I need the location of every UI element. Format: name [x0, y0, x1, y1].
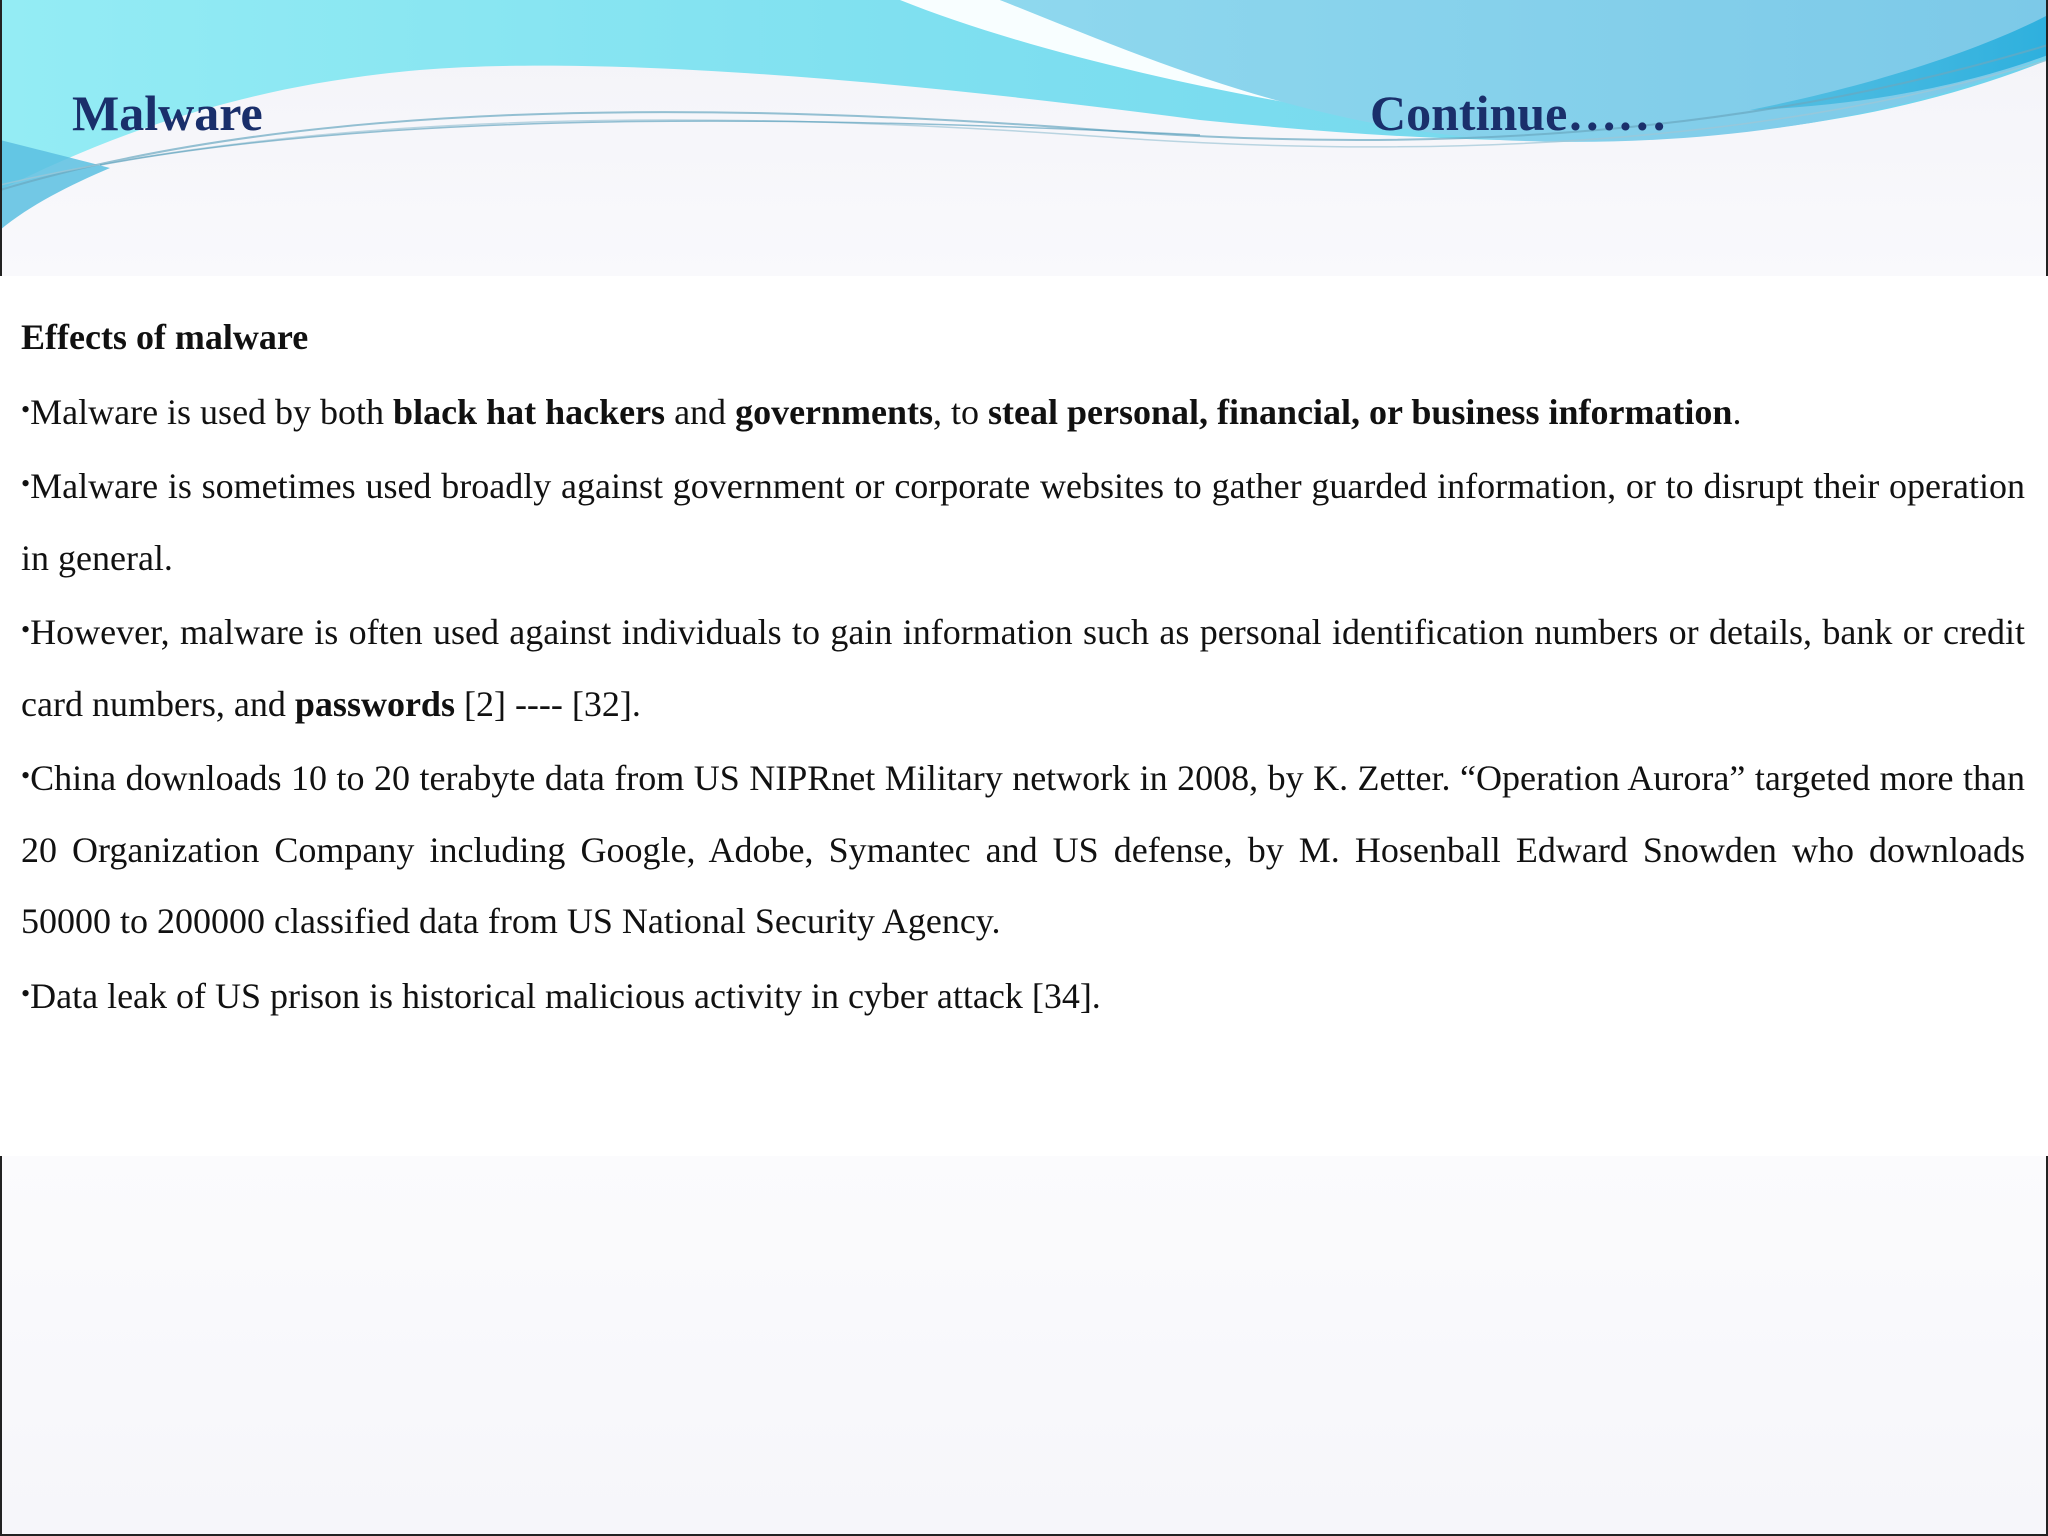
bullet-1-bold-a: black hat hackers: [393, 391, 666, 432]
bullet-item-4: [21, 740, 2025, 958]
bullet-icon: •: [21, 978, 31, 1008]
section-heading: Effects of malware: [21, 317, 309, 357]
frame-border-left-lower: [0, 1156, 2, 1536]
bullet-3-text-a: However, malware is often used against individuals to gain information such as personal identification numbers or details, bank or credit card numbers, and: [21, 612, 2025, 724]
bullet-1-text-b: and: [665, 391, 736, 432]
bullet-icon: •: [21, 615, 31, 644]
bullet-5-text: Data leak of US prison is historical malicious activity in cyber attack [34].: [30, 975, 1101, 1016]
bullet-icon: •: [21, 469, 31, 498]
bullet-icon: •: [21, 394, 31, 424]
slide-title: Malware: [72, 85, 263, 141]
slide-title-continue: Continue……: [1370, 85, 1668, 141]
bullet-3-text-b: [2] ---- [32].: [454, 683, 641, 724]
header-wave-decoration: [0, 0, 2048, 276]
bullet-1-text-d: .: [1732, 391, 1742, 432]
bullet-item-2: [21, 448, 2025, 594]
bullet-item-3: [21, 594, 2025, 740]
frame-border-left: [0, 0, 2, 276]
bullet-icon: •: [21, 761, 31, 790]
bullet-1-bold-b: governments: [735, 391, 934, 432]
bullet-item-1: [21, 374, 2025, 449]
bullet-1-text-a: Malware is used by both: [30, 391, 394, 432]
bullet-3-bold: passwords: [294, 683, 455, 724]
footer-background: [0, 1156, 2048, 1536]
bullet-1-text-c: , to: [933, 391, 989, 432]
bullet-4-text: China downloads 10 to 20 terabyte data from US NIPRnet Military network in 2008, by K. Zetter. “Operation Aurora” targeted more than 20 Organization Company including Google, Adobe, Symantec and US defense, by M. Hosenball Edward Snowden who downloads 50000 to 200000 classified data from US National Security Agency.: [21, 758, 2025, 941]
bullet-item-5: [21, 958, 2025, 1033]
bullet-2-text: Malware is sometimes used broadly against government or corporate websites to gather guarded information, or to disrupt their operation in general.: [21, 466, 2025, 578]
slide-body: [21, 302, 2025, 1032]
bullet-1-bold-c: steal personal, financial, or business information: [988, 391, 1733, 432]
